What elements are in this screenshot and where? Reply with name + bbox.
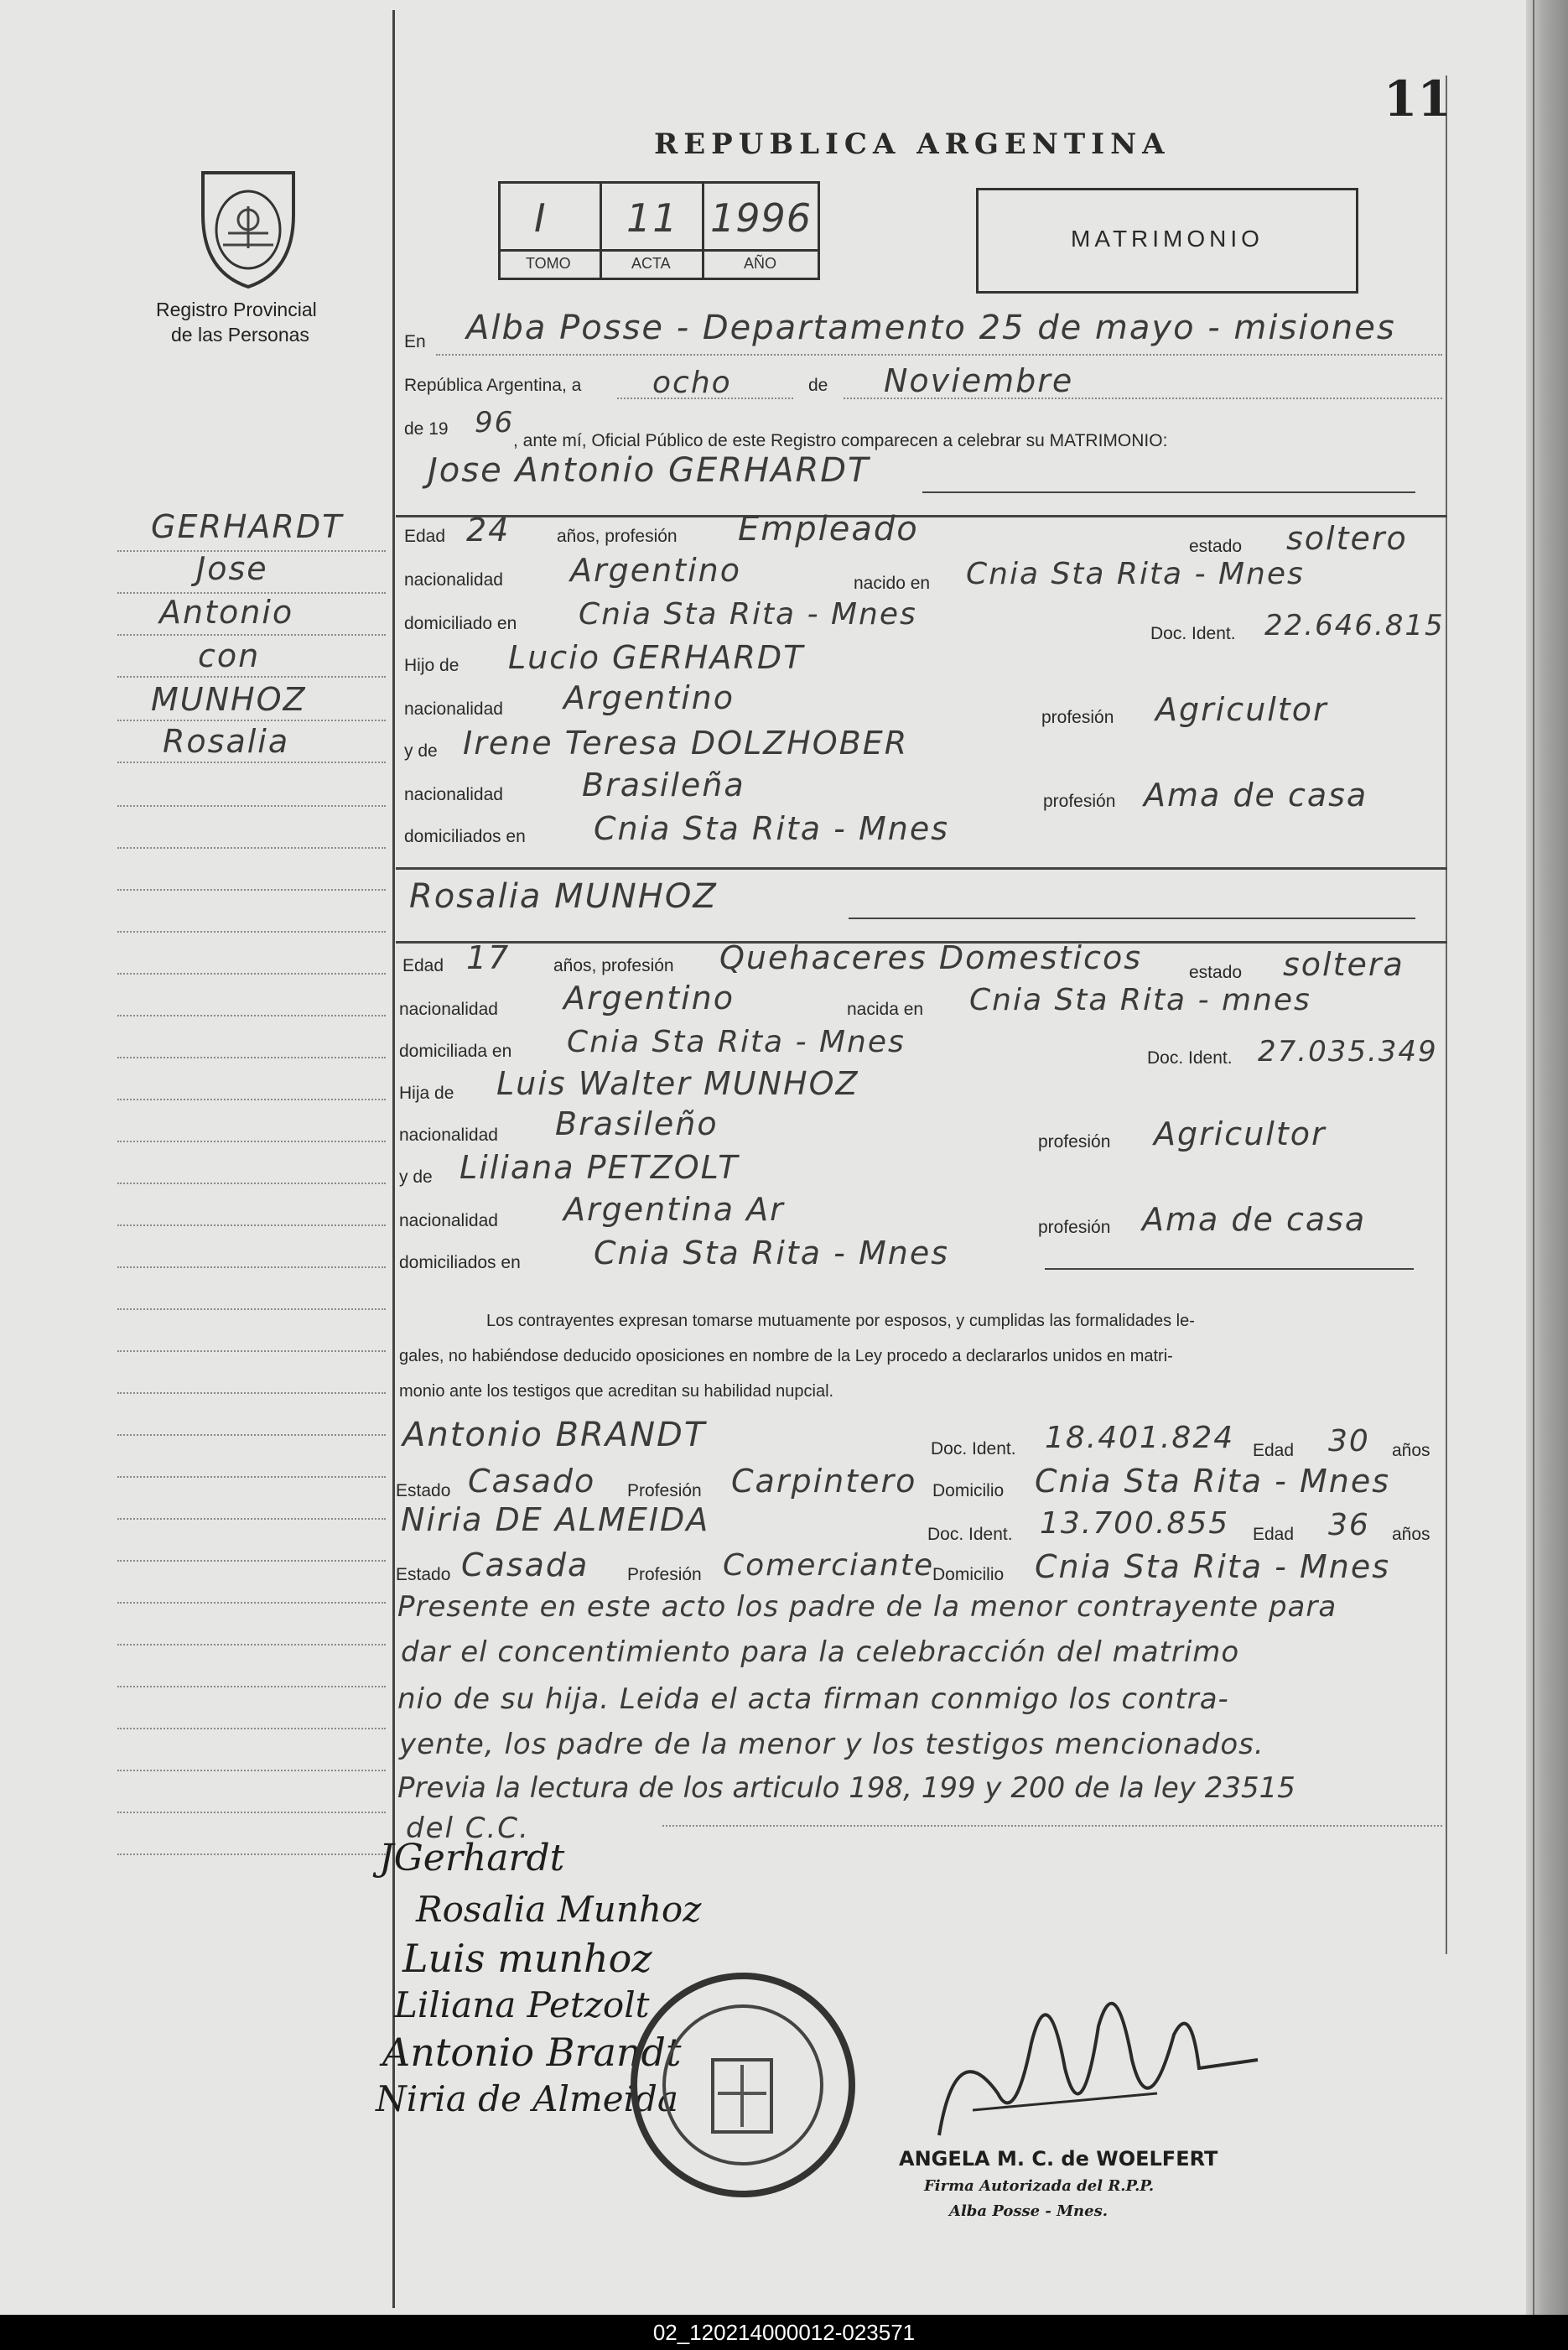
witness2-name: Niria DE ALMEIDA [401,1501,710,1538]
groom-estado: soltero [1286,520,1408,557]
groom-father-prof-label: profesión [1041,708,1114,727]
margin-name-6: Rosalia [163,723,290,760]
tomo-label: TOMO [526,255,571,272]
note-line2: dar el concentimiento para la celebracción del matrimo [401,1635,1240,1669]
witness2-edad-label: Edad [1253,1525,1295,1544]
groom-mother: Irene Teresa DOLZHOBER [463,725,909,762]
bride-nac-label: nacionalidad [399,1000,498,1019]
margin-line [117,720,386,721]
witness2-profession: Comerciante [723,1548,935,1583]
witness2-anos-label: años [1392,1525,1430,1544]
witness1-profession: Carpintero [731,1463,917,1500]
margin-line [117,1853,386,1855]
groom-age: 24 [466,512,511,549]
margin-line [117,1099,386,1100]
bride-domicile: Cnia Sta Rita - Mnes [567,1025,906,1059]
signature-bride-father: Luis munhoz [402,1936,652,1981]
official-text: , ante mí, Oficial Público de este Registro comparecen a celebrar su MATRIMONIO: [513,431,1168,450]
witness1-estado: Casado [468,1463,596,1500]
section-rule [396,515,1447,517]
groom-mother-nationality: Brasileña [582,767,745,803]
signature-bride-mother: Liliana Petzolt [394,1984,650,2025]
margin-line [117,1644,386,1646]
witness1-anos-label: años [1392,1441,1430,1460]
year-prefix: de 19 [404,419,449,439]
acta-value: 11 [626,195,679,241]
groom-doc-label: Doc. Ident. [1150,624,1236,643]
bride-estado: soltera [1283,946,1404,983]
groom-profession: Empleado [738,510,919,549]
declaration-line1: Los contrayentes expresan tomarse mutuamente por esposos, y cumplidas las formalidades le- [486,1312,1195,1330]
groom-mother-nac-label: nacionalidad [404,785,503,804]
groom-father-nac-label: nacionalidad [404,699,503,719]
signature-groom: JGerhardt [379,1837,565,1879]
signature-bride: Rosalia Munhoz [416,1889,702,1930]
groom-mother-prof-label: profesión [1043,792,1116,811]
witness2-domicile: Cnia Sta Rita - Mnes [1035,1548,1390,1585]
witness1-age: 30 [1328,1424,1370,1458]
margin-line [117,1812,386,1813]
tomo-acta-ano-box [498,181,820,280]
groom-father: Lucio GERHARDT [508,639,805,676]
marriage-day: ocho [652,366,732,400]
bride-father-profession: Agricultor [1154,1115,1327,1152]
note-line5: Previa la lectura de los articulo 198, 199 y 200 de la ley 23515 [397,1771,1295,1805]
witness1-estado-label: Estado [396,1481,451,1500]
dotted-line [844,398,1442,399]
groom-father-nationality: Argentino [563,679,735,716]
bride-father: Luis Walter MUNHOZ [496,1065,859,1102]
dotted-line [662,1825,1442,1827]
margin-line [117,634,386,636]
section-rule [396,867,1447,870]
margin-line [117,1350,386,1352]
margin-line [117,1476,386,1478]
margin-line [117,1057,386,1058]
bride-edad-label: Edad [402,956,444,975]
bride-doc-label: Doc. Ident. [1147,1048,1233,1068]
margin-name-1: GERHARDT [151,508,344,545]
bride-profession: Quehaceres Domesticos [719,939,1142,976]
signature-witness2: Niria de Almeida [376,2078,678,2119]
bride-age: 17 [466,939,511,976]
ano-value: 1996 [710,195,813,241]
official-round-stamp [626,1968,860,2207]
bride-yde-label: y de [399,1167,433,1187]
bride-dom-label: domiciliada en [399,1042,512,1061]
bride-birthplace: Cnia Sta Rita - mnes [969,983,1311,1017]
ano-label: AÑO [744,255,777,272]
republic-label: República Argentina, a [404,376,582,395]
margin-line [117,1183,386,1184]
margin-line [117,847,386,849]
note-line1: Presente en este acto los padre de la menor contrayente para [397,1590,1337,1624]
margin-line [117,1141,386,1142]
witness1-domicile: Cnia Sta Rita - Mnes [1035,1463,1390,1500]
margin-line [117,1560,386,1562]
margin-line [117,1602,386,1604]
groom-doms-label: domiciliados en [404,827,526,846]
witness2-prof-label: Profesión [627,1565,702,1584]
margin-line [117,1308,386,1310]
margin-line [117,1728,386,1729]
country-title: REPUBLICA ARGENTINA [654,127,1171,161]
bride-hija-label: Hija de [399,1084,454,1103]
witness1-name: Antonio BRANDT [402,1416,707,1454]
dotted-line [436,354,1442,356]
note-line3: nio de su hija. Leida el acta firman conmigo los contra- [397,1682,1229,1716]
signature-witness1: Antonio Brandt [382,2030,682,2075]
margin-line [117,592,386,594]
groom-mother-profession: Ama de casa [1144,777,1368,814]
witness1-prof-label: Profesión [627,1481,702,1500]
witness2-doc-label: Doc. Ident. [927,1525,1013,1544]
margin-line [117,889,386,891]
groom-dom-label: domiciliado en [404,614,517,633]
margin-line [117,973,386,975]
groom-edad-label: Edad [404,527,446,546]
bride-doc: 27.035.349 [1258,1035,1438,1068]
page-mark: 11 [1384,70,1451,127]
registry-line1: Registro Provincial [156,299,317,320]
witness2-estado: Casada [461,1547,589,1583]
registry-line2: de las Personas [171,324,309,346]
witness2-estado-label: Estado [396,1565,451,1584]
witness1-doc-label: Doc. Ident. [931,1439,1016,1458]
official-title: Firma Autorizada del R.P.P. [924,2177,1155,2195]
margin-name-5: MUNHOZ [151,681,307,718]
margin-line [117,1224,386,1226]
bride-mother-nac-label: nacionalidad [399,1211,498,1230]
note-line4: yente, los padre de la menor y los testigos mencionados. [399,1728,1264,1761]
bride-father-prof-label: profesión [1038,1132,1111,1152]
margin-name-4: con [198,637,261,674]
margin-line [117,1015,386,1016]
bride-mother-prof-label: profesión [1038,1218,1111,1237]
declaration-line2: gales, no habiéndose deducido oposiciones en nombre de la Ley procedo a declararlos unidos en matri- [399,1347,1173,1365]
margin-line [117,1434,386,1436]
margin-name-2: Jose [196,550,268,587]
witness1-dom-label: Domicilio [932,1481,1005,1500]
rule [922,491,1415,493]
margin-rule [392,10,395,2308]
witness2-dom-label: Domicilio [932,1565,1005,1584]
bride-parents-domicile: Cnia Sta Rita - Mnes [594,1235,949,1271]
bride-mother: Liliana PETZOLT [459,1149,740,1186]
groom-parents-domicile: Cnia Sta Rita - Mnes [594,810,949,847]
bride-nacida-label: nacida en [847,1000,924,1019]
groom-estado-label: estado [1189,537,1243,556]
groom-father-profession: Agricultor [1155,691,1328,728]
margin-line [117,931,386,933]
footer-bar [0,2315,1568,2350]
margin-line [117,550,386,552]
groom-hijo-label: Hijo de [404,656,459,675]
tomo-value: I [534,195,548,241]
right-rule [1446,75,1447,1954]
witness1-doc: 18.401.824 [1045,1421,1235,1455]
document-code: 02_120214000012-023571 [652,2320,916,2345]
bride-doms-label: domiciliados en [399,1253,521,1272]
groom-doc: 22.646.815 [1264,609,1445,642]
marriage-place: Alba Posse - Departamento 25 de mayo - misiones [466,309,1396,347]
bride-father-nac-label: nacionalidad [399,1126,498,1145]
margin-line [117,1770,386,1771]
margin-line [117,676,386,678]
marriage-month: Noviembre [884,362,1074,399]
margin-line [117,1392,386,1394]
official-signature [906,1968,1275,2165]
margin-name-3: Antonio [159,594,294,631]
bride-mother-nationality: Argentina Ar [563,1191,785,1228]
bride-anos-label: años, profesión [553,956,674,975]
de-label: de [808,376,828,395]
groom-nationality: Argentino [570,552,741,589]
dotted-line [617,398,793,399]
bride-father-nationality: Brasileño [555,1105,719,1142]
province-seal [195,164,302,296]
margin-line [117,762,386,763]
groom-name: Jose Antonio GERHARDT [428,451,870,490]
rule [1045,1268,1414,1270]
groom-birthplace: Cnia Sta Rita - Mnes [966,557,1305,591]
declaration-line3: monio ante los testigos que acreditan su habilidad nupcial. [399,1382,834,1401]
margin-line [117,1518,386,1520]
bride-name: Rosalia MUNHOZ [409,877,718,916]
margin-line [117,1266,386,1268]
record-type-box [976,188,1358,294]
groom-domicile: Cnia Sta Rita - Mnes [579,597,917,632]
groom-nacido-label: nacido en [854,574,931,593]
bride-mother-profession: Ama de casa [1142,1201,1367,1238]
year-suffix: 96 [475,406,515,439]
groom-anos-label: años, profesión [557,527,678,546]
rule [849,918,1415,919]
bride-nationality: Argentino [563,980,735,1016]
groom-yde-label: y de [404,741,438,761]
witness2-doc: 13.700.855 [1040,1506,1230,1541]
record-type: MATRIMONIO [1071,226,1264,252]
witness1-edad-label: Edad [1253,1441,1295,1460]
page-edge [1526,0,1568,2315]
groom-nac-label: nacionalidad [404,570,503,590]
margin-line [117,1686,386,1687]
note-line6: del C.C. [406,1812,530,1845]
witness2-age: 36 [1328,1508,1370,1542]
official-name: ANGELA M. C. de WOELFERT [899,2147,1218,2171]
bride-estado-label: estado [1189,963,1243,982]
official-place: Alba Posse - Mnes. [949,2202,1108,2220]
margin-line [117,805,386,807]
acta-label: ACTA [631,255,671,272]
en-label: En [404,332,426,351]
